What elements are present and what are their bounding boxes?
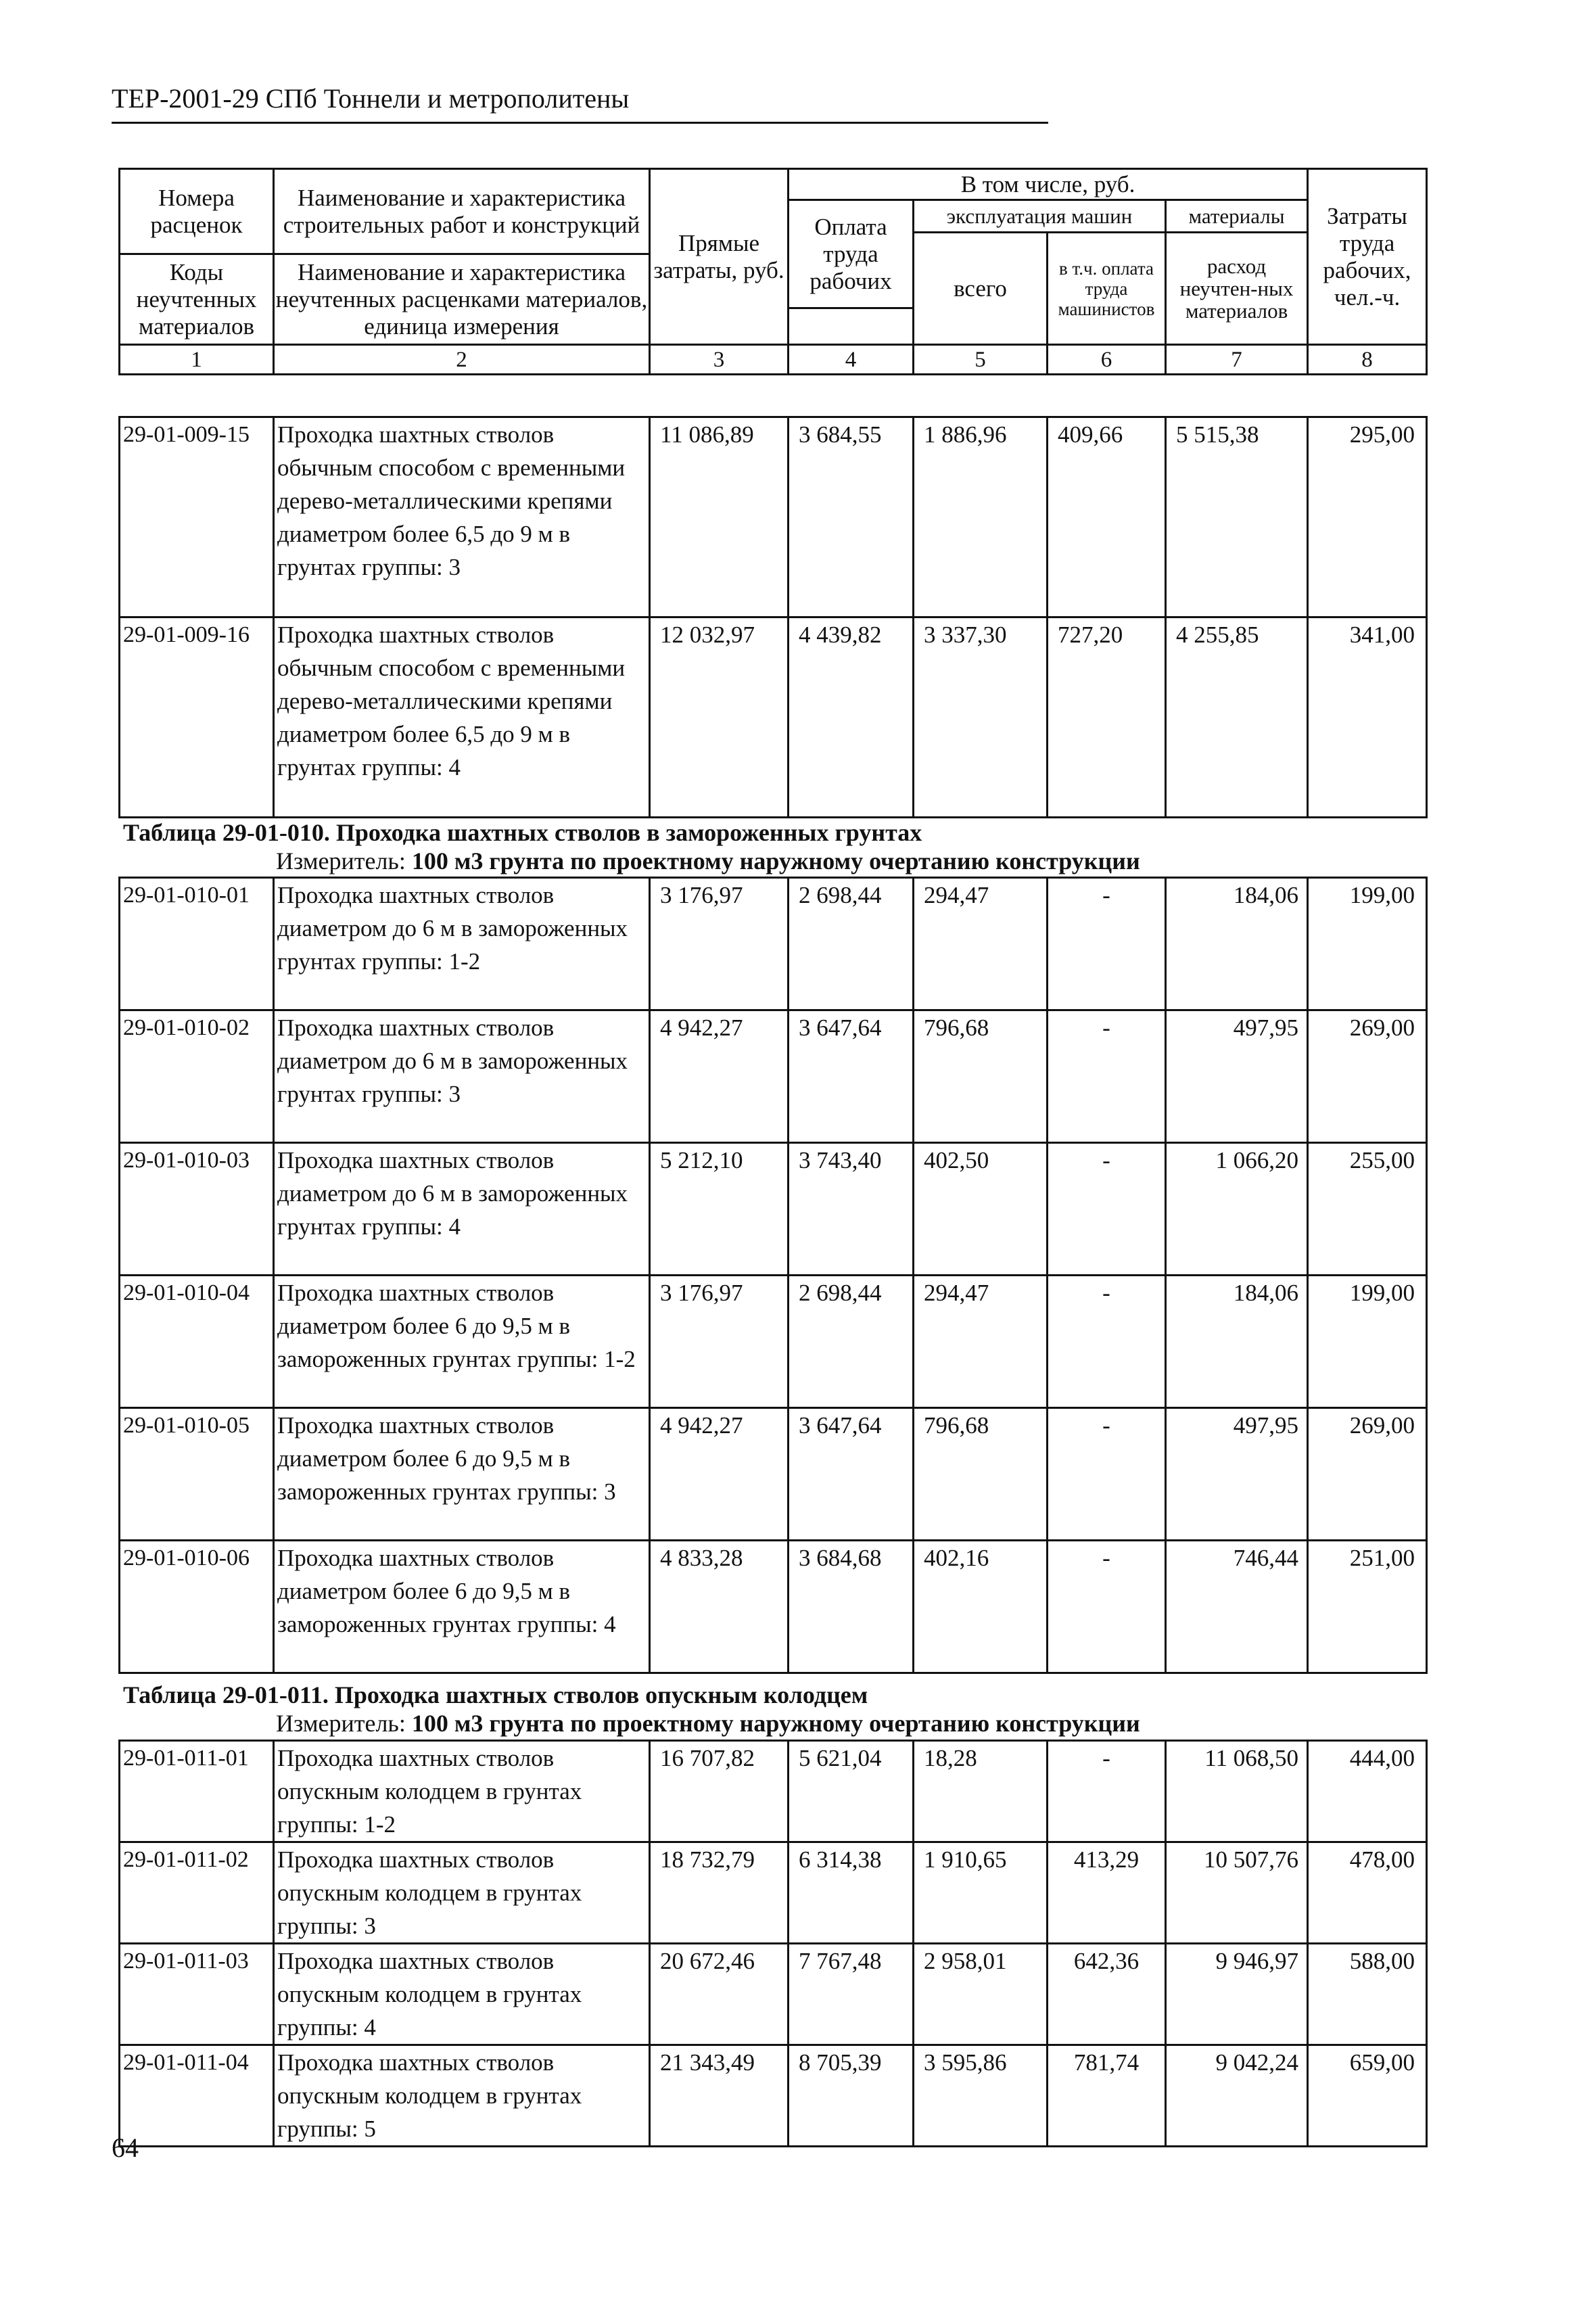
direct-costs: 18 732,79: [650, 1842, 789, 1944]
machinist-pay: -: [1048, 1541, 1166, 1673]
machinist-pay: -: [1048, 1741, 1166, 1842]
machinist-pay: 642,36: [1048, 1944, 1166, 2045]
work-description: Проходка шахтных стволов опускным колодцем в грунтах группы: 1-2: [274, 1741, 650, 1842]
labor-hours: 659,00: [1308, 2045, 1427, 2147]
machines-total: 3 595,86: [914, 2045, 1048, 2147]
column-number: 4: [789, 345, 914, 375]
machines-total: 402,16: [914, 1541, 1048, 1673]
meter-value: 100 м3 грунта по проектному наружному очертанию конструкции: [411, 847, 1140, 874]
worker-pay: 5 621,04: [789, 1741, 914, 1842]
table-010: [118, 877, 1428, 1674]
machines-total: 294,47: [914, 1276, 1048, 1408]
worker-pay: 3 684,55: [789, 417, 914, 617]
worker-pay: 4 439,82: [789, 617, 914, 818]
table-011-meter: [276, 1708, 1140, 1738]
materials-value: 1 066,20: [1166, 1143, 1308, 1276]
column-number: 5: [914, 345, 1048, 375]
table-row: [120, 1741, 1427, 1842]
rate-code: 29-01-011-01: [120, 1741, 274, 1842]
labor-hours: 199,00: [1308, 878, 1427, 1010]
rate-code: 29-01-009-15: [120, 417, 274, 617]
work-description: Проходка шахтных стволов опускным колодцем в грунтах группы: 4: [274, 1944, 650, 2045]
direct-costs: 4 942,27: [650, 1010, 789, 1143]
materials-value: 497,95: [1166, 1408, 1308, 1541]
machinist-pay: 413,29: [1048, 1842, 1166, 1944]
worker-pay: 8 705,39: [789, 2045, 914, 2147]
header-rate-numbers: Номера расценок: [120, 169, 274, 254]
header-material-name: Наименование и характеристика неучтенных расценками материалов, единица измерения: [274, 254, 650, 345]
machines-total: 2 958,01: [914, 1944, 1048, 2045]
rate-code: 29-01-010-04: [120, 1276, 274, 1408]
worker-pay: 2 698,44: [789, 878, 914, 1010]
worker-pay: 3 647,64: [789, 1010, 914, 1143]
table-row: [120, 2045, 1427, 2147]
table-row: [120, 1944, 1427, 2045]
work-description: Проходка шахтных стволов диаметром до 6 м в замороженных грунтах группы: 3: [274, 1010, 650, 1143]
running-head: ТЕР-2001-29 СПб Тоннели и метрополитены: [112, 83, 630, 114]
direct-costs: 3 176,97: [650, 878, 789, 1010]
machines-total: 796,68: [914, 1408, 1048, 1541]
table-011: [118, 1740, 1428, 2147]
header-machine-operation: эксплуатация машин: [914, 200, 1166, 233]
worker-pay: 7 767,48: [789, 1944, 914, 2045]
meter-label: Измеритель:: [276, 847, 406, 874]
header-machinist-pay: в т.ч. оплата труда машинистов: [1048, 233, 1166, 345]
header-materials: материалы: [1166, 200, 1308, 233]
rate-code: 29-01-010-01: [120, 878, 274, 1010]
work-description: Проходка шахтных стволов диаметром до 6 м в замороженных грунтах группы: 1-2: [274, 878, 650, 1010]
table-row: [120, 1143, 1427, 1276]
direct-costs: 21 343,49: [650, 2045, 789, 2147]
table-010-meter: [276, 846, 1140, 876]
materials-value: 497,95: [1166, 1010, 1308, 1143]
machines-total: 796,68: [914, 1010, 1048, 1143]
machines-total: 18,28: [914, 1741, 1048, 1842]
worker-pay: 3 647,64: [789, 1408, 914, 1541]
labor-hours: 478,00: [1308, 1842, 1427, 1944]
header-including-group: В том числе, руб.: [789, 169, 1308, 200]
labor-hours: 444,00: [1308, 1741, 1427, 1842]
work-description: Проходка шахтных стволов обычным способом с временными дерево-металлическими крепями диаметром более 6,5 до 9 м в грунтах группы: 3: [274, 417, 650, 617]
header-worker-pay: Оплата труда рабочих: [789, 200, 914, 308]
header-work-name: Наименование и характеристика строительных работ и конструкций: [274, 169, 650, 254]
materials-value: 5 515,38: [1166, 417, 1308, 617]
column-number: 6: [1048, 345, 1166, 375]
rate-code: 29-01-010-03: [120, 1143, 274, 1276]
materials-value: 9 946,97: [1166, 1944, 1308, 2045]
direct-costs: 12 032,97: [650, 617, 789, 818]
work-description: Проходка шахтных стволов диаметром более 6 до 9,5 м в замороженных грунтах группы: 4: [274, 1541, 650, 1673]
column-number: 3: [650, 345, 789, 375]
header-rule: [112, 122, 1048, 124]
machinist-pay: 727,20: [1048, 617, 1166, 818]
machinist-pay: -: [1048, 1143, 1166, 1276]
direct-costs: 3 176,97: [650, 1276, 789, 1408]
rate-code: 29-01-011-04: [120, 2045, 274, 2147]
machines-total: 3 337,30: [914, 617, 1048, 818]
table-row: [120, 1541, 1427, 1673]
header-unaccounted-materials: расход неучтен-ных материалов: [1166, 233, 1308, 345]
machinist-pay: -: [1048, 1276, 1166, 1408]
table-row: [120, 417, 1427, 617]
machinist-pay: -: [1048, 1408, 1166, 1541]
direct-costs: 4 833,28: [650, 1541, 789, 1673]
header-labor-hours: Затраты труда рабочих, чел.-ч.: [1308, 169, 1427, 345]
table-row: [120, 1010, 1427, 1143]
work-description: Проходка шахтных стволов обычным способом с временными дерево-металлическими крепями диаметром более 6,5 до 9 м в грунтах группы: 4: [274, 617, 650, 818]
machinist-pay: 781,74: [1048, 2045, 1166, 2147]
worker-pay: 2 698,44: [789, 1276, 914, 1408]
materials-value: 10 507,76: [1166, 1842, 1308, 1944]
header-machines-total: всего: [914, 233, 1048, 345]
work-description: Проходка шахтных стволов опускным колодцем в грунтах группы: 5: [274, 2045, 650, 2147]
header-material-codes: Коды неучтенных материалов: [120, 254, 274, 345]
worker-pay: 6 314,38: [789, 1842, 914, 1944]
machines-total: 294,47: [914, 878, 1048, 1010]
materials-value: 184,06: [1166, 1276, 1308, 1408]
rate-code: 29-01-010-02: [120, 1010, 274, 1143]
direct-costs: 4 942,27: [650, 1408, 789, 1541]
machines-total: 402,50: [914, 1143, 1048, 1276]
direct-costs: 16 707,82: [650, 1741, 789, 1842]
labor-hours: 269,00: [1308, 1010, 1427, 1143]
work-description: Проходка шахтных стволов опускным колодцем в грунтах группы: 3: [274, 1842, 650, 1944]
machinist-pay: -: [1048, 1010, 1166, 1143]
column-number: 1: [120, 345, 274, 375]
meter-value: 100 м3 грунта по проектному наружному очертанию конструкции: [411, 1710, 1140, 1737]
labor-hours: 295,00: [1308, 417, 1427, 617]
worker-pay: 3 743,40: [789, 1143, 914, 1276]
materials-value: 11 068,50: [1166, 1741, 1308, 1842]
labor-hours: 269,00: [1308, 1408, 1427, 1541]
direct-costs: 5 212,10: [650, 1143, 789, 1276]
work-description: Проходка шахтных стволов диаметром более 6 до 9,5 м в замороженных грунтах группы: 3: [274, 1408, 650, 1541]
work-description: Проходка шахтных стволов диаметром более 6 до 9,5 м в замороженных грунтах группы: 1-2: [274, 1276, 650, 1408]
labor-hours: 255,00: [1308, 1143, 1427, 1276]
table-009-rows: [118, 416, 1428, 818]
materials-value: 9 042,24: [1166, 2045, 1308, 2147]
table-row: [120, 1842, 1427, 1944]
rate-code: 29-01-011-02: [120, 1842, 274, 1944]
materials-value: 184,06: [1166, 878, 1308, 1010]
header-direct-costs: Прямые затраты, руб.: [650, 169, 789, 345]
rate-code: 29-01-009-16: [120, 617, 274, 818]
machines-total: 1 886,96: [914, 417, 1048, 617]
labor-hours: 251,00: [1308, 1541, 1427, 1673]
table-row: [120, 878, 1427, 1010]
column-number: 2: [274, 345, 650, 375]
meter-label: Измеритель:: [276, 1710, 406, 1737]
machinist-pay: -: [1048, 878, 1166, 1010]
column-header-table: [118, 168, 1428, 375]
table-row: [120, 1408, 1427, 1541]
labor-hours: 588,00: [1308, 1944, 1427, 2045]
table-row: [120, 1276, 1427, 1408]
machines-total: 1 910,65: [914, 1842, 1048, 1944]
column-number: 8: [1308, 345, 1427, 375]
materials-value: 746,44: [1166, 1541, 1308, 1673]
rate-code: 29-01-010-05: [120, 1408, 274, 1541]
rate-code: 29-01-010-06: [120, 1541, 274, 1673]
labor-hours: 199,00: [1308, 1276, 1427, 1408]
rate-code: 29-01-011-03: [120, 1944, 274, 2045]
direct-costs: 20 672,46: [650, 1944, 789, 2045]
work-description: Проходка шахтных стволов диаметром до 6 м в замороженных грунтах группы: 4: [274, 1143, 650, 1276]
materials-value: 4 255,85: [1166, 617, 1308, 818]
table-010-title: Таблица 29-01-010. Проходка шахтных стволов в замороженных грунтах: [123, 819, 922, 846]
labor-hours: 341,00: [1308, 617, 1427, 818]
direct-costs: 11 086,89: [650, 417, 789, 617]
column-number: 7: [1166, 345, 1308, 375]
machinist-pay: 409,66: [1048, 417, 1166, 617]
page-number: 64: [112, 2132, 139, 2163]
table-row: [120, 617, 1427, 818]
worker-pay: 3 684,68: [789, 1541, 914, 1673]
table-011-title: Таблица 29-01-011. Проходка шахтных стволов опускным колодцем: [123, 1681, 868, 1708]
